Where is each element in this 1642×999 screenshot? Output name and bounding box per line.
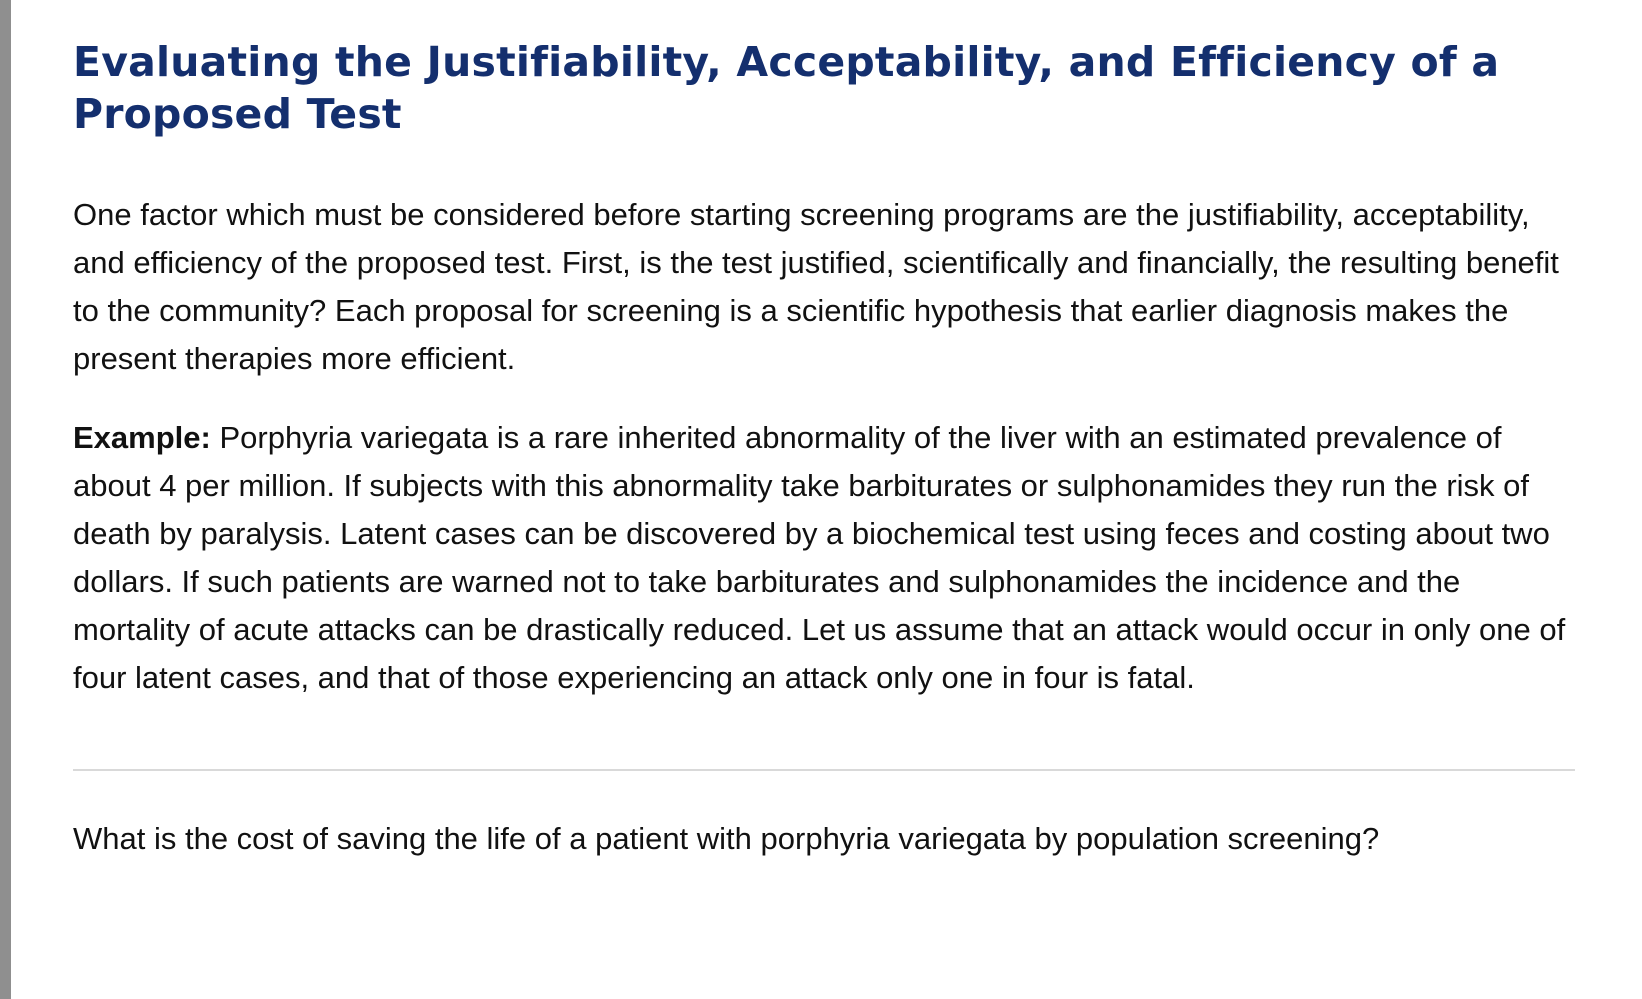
- article-content: [73, 36, 1575, 863]
- left-edge-bar: [0, 0, 11, 999]
- intro-paragraph: One factor which must be considered before starting screening programs are the justifiability, acceptability, and efficiency of the proposed test. First, is the test justified, scientifically and financially, the resulting benefit to the community? Each proposal for screening is a scientific hypothesis that earlier diagnosis makes the present therapies more efficient.: [73, 197, 1559, 376]
- example-label: Example:: [73, 420, 211, 455]
- page-title: Evaluating the Justifiability, Acceptability, and Efficiency of a Proposed Test: [73, 38, 1500, 138]
- example-paragraph: [73, 414, 1575, 702]
- question-text: What is the cost of saving the life of a patient with porphyria variegata by population screening?: [73, 821, 1380, 856]
- section-divider: [73, 769, 1575, 771]
- example-text: Porphyria variegata is a rare inherited abnormality of the liver with an estimated prevalence of about 4 per million. If subjects with this abnormality take barbiturates or sulphonamides they run the risk of death by paralysis. Latent cases can be discovered by a biochemical test using feces and costing about two dollars. If such patients are warned not to take barbiturates and sulphonamides the incidence and the mortality of acute attacks can be drastically reduced. Let us assume that an attack would occur in only one of four latent cases, and that of those experiencing an attack only one in four is fatal.: [73, 420, 1566, 695]
